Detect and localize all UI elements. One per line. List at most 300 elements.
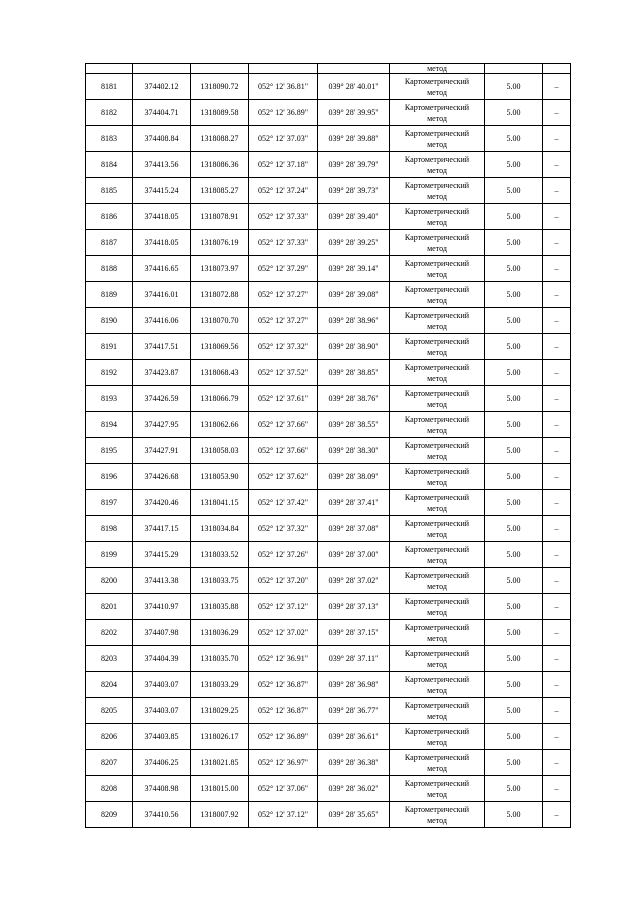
method-cell (390, 438, 485, 464)
table-row (86, 568, 571, 594)
cell-empty (133, 64, 191, 74)
accuracy-cell: 5.00 (485, 412, 543, 438)
method-line-1: Картометрический (404, 76, 470, 86)
table-row (86, 100, 571, 126)
x-coordinate-cell: 374406.25 (133, 750, 191, 776)
table-row (86, 724, 571, 750)
y-coordinate-cell: 1318088.27 (191, 126, 249, 152)
note-cell: – (543, 256, 571, 282)
method-line-2: метод (427, 321, 447, 331)
accuracy-cell: 5.00 (485, 438, 543, 464)
accuracy-cell: 5.00 (485, 256, 543, 282)
y-coordinate-cell: 1318035.70 (191, 646, 249, 672)
method-line-1: Картометрический (404, 310, 470, 320)
latitude-cell: 052° 12' 37.66" (249, 412, 318, 438)
accuracy-cell: 5.00 (485, 334, 543, 360)
longitude-cell: 039° 28' 36.98" (318, 672, 390, 698)
note-cell: – (543, 568, 571, 594)
accuracy-cell: 5.00 (485, 126, 543, 152)
note-cell: – (543, 776, 571, 802)
accuracy-cell: 5.00 (485, 230, 543, 256)
table-row (86, 438, 571, 464)
latitude-cell: 052° 12' 36.81" (249, 74, 318, 100)
point-number-cell: 8184 (86, 152, 133, 178)
method-cell (390, 360, 485, 386)
point-number-cell: 8207 (86, 750, 133, 776)
table-continuation-row (86, 64, 571, 74)
method-cell (390, 568, 485, 594)
longitude-cell: 039° 28' 39.40" (318, 204, 390, 230)
y-coordinate-cell: 1318034.84 (191, 516, 249, 542)
method-line-1: Картометрический (404, 128, 470, 138)
latitude-cell: 052° 12' 37.27" (249, 308, 318, 334)
method-cell (390, 542, 485, 568)
accuracy-cell: 5.00 (485, 802, 543, 828)
longitude-cell: 039° 28' 39.14" (318, 256, 390, 282)
method-cell (390, 698, 485, 724)
point-number-cell: 8192 (86, 360, 133, 386)
y-coordinate-cell: 1318062.66 (191, 412, 249, 438)
method-line-1: Картометрический (404, 674, 470, 684)
y-coordinate-cell: 1318069.56 (191, 334, 249, 360)
latitude-cell: 052° 12' 36.87" (249, 672, 318, 698)
method-line-1: Картометрический (404, 232, 470, 242)
method-cell (390, 230, 485, 256)
point-number-cell: 8209 (86, 802, 133, 828)
y-coordinate-cell: 1318029.25 (191, 698, 249, 724)
point-number-cell: 8198 (86, 516, 133, 542)
point-number-cell: 8189 (86, 282, 133, 308)
x-coordinate-cell: 374408.98 (133, 776, 191, 802)
point-number-cell: 8203 (86, 646, 133, 672)
note-cell: – (543, 594, 571, 620)
point-number-cell: 8202 (86, 620, 133, 646)
table-row (86, 802, 571, 828)
method-line-2: метод (427, 399, 447, 409)
latitude-cell: 052° 12' 37.02" (249, 620, 318, 646)
method-cell (390, 620, 485, 646)
method-cell (390, 308, 485, 334)
method-line-1: Картометрический (404, 778, 470, 788)
accuracy-cell: 5.00 (485, 360, 543, 386)
longitude-cell: 039° 28' 35.65" (318, 802, 390, 828)
method-cell (390, 282, 485, 308)
method-line-2: метод (427, 139, 447, 149)
cell-empty (485, 64, 543, 74)
longitude-cell: 039° 28' 37.15" (318, 620, 390, 646)
note-cell: – (543, 464, 571, 490)
method-line-2: метод (427, 165, 447, 175)
accuracy-cell: 5.00 (485, 74, 543, 100)
y-coordinate-cell: 1318078.91 (191, 204, 249, 230)
latitude-cell: 052° 12' 37.61" (249, 386, 318, 412)
point-number-cell: 8181 (86, 74, 133, 100)
y-coordinate-cell: 1318053.90 (191, 464, 249, 490)
table-row (86, 620, 571, 646)
longitude-cell: 039° 28' 38.09" (318, 464, 390, 490)
method-line-2: метод (427, 633, 447, 643)
method-line-2: метод (427, 295, 447, 305)
longitude-cell: 039° 28' 37.00" (318, 542, 390, 568)
y-coordinate-cell: 1318072.88 (191, 282, 249, 308)
method-cell (390, 204, 485, 230)
x-coordinate-cell: 374408.84 (133, 126, 191, 152)
y-coordinate-cell: 1318007.92 (191, 802, 249, 828)
method-line-2: метод (427, 555, 447, 565)
table-row (86, 256, 571, 282)
method-line-1: Картометрический (404, 362, 470, 372)
latitude-cell: 052° 12' 37.20" (249, 568, 318, 594)
point-number-cell: 8187 (86, 230, 133, 256)
longitude-cell: 039° 28' 36.38" (318, 750, 390, 776)
y-coordinate-cell: 1318026.17 (191, 724, 249, 750)
method-line-1: Картометрический (404, 700, 470, 710)
longitude-cell: 039° 28' 38.96" (318, 308, 390, 334)
method-cell (390, 334, 485, 360)
method-line-2: метод (427, 529, 447, 539)
accuracy-cell: 5.00 (485, 516, 543, 542)
method-line-2: метод (427, 607, 447, 617)
method-line-2: метод (427, 503, 447, 513)
longitude-cell: 039° 28' 37.08" (318, 516, 390, 542)
method-cell (390, 750, 485, 776)
point-number-cell: 8193 (86, 386, 133, 412)
x-coordinate-cell: 374426.68 (133, 464, 191, 490)
method-tail-text: метод (427, 63, 447, 73)
latitude-cell: 052° 12' 37.33" (249, 204, 318, 230)
cell-empty (86, 64, 133, 74)
y-coordinate-cell: 1318033.52 (191, 542, 249, 568)
method-line-1: Картометрический (404, 258, 470, 268)
x-coordinate-cell: 374416.06 (133, 308, 191, 334)
x-coordinate-cell: 374413.56 (133, 152, 191, 178)
latitude-cell: 052° 12' 37.32" (249, 516, 318, 542)
table-row (86, 74, 571, 100)
method-cell (390, 152, 485, 178)
point-number-cell: 8195 (86, 438, 133, 464)
point-number-cell: 8188 (86, 256, 133, 282)
x-coordinate-cell: 374403.07 (133, 698, 191, 724)
table-row (86, 542, 571, 568)
latitude-cell: 052° 12' 37.52" (249, 360, 318, 386)
latitude-cell: 052° 12' 37.03" (249, 126, 318, 152)
x-coordinate-cell: 374420.46 (133, 490, 191, 516)
note-cell: – (543, 386, 571, 412)
method-line-1: Картометрический (404, 804, 470, 814)
method-line-2: метод (427, 659, 447, 669)
cell-empty (543, 64, 571, 74)
table-row (86, 516, 571, 542)
point-number-cell: 8206 (86, 724, 133, 750)
method-line-2: метод (427, 451, 447, 461)
latitude-cell: 052° 12' 37.42" (249, 490, 318, 516)
method-line-2: метод (427, 763, 447, 773)
note-cell: – (543, 542, 571, 568)
table-row (86, 750, 571, 776)
note-cell: – (543, 126, 571, 152)
note-cell: – (543, 698, 571, 724)
latitude-cell: 052° 12' 37.29" (249, 256, 318, 282)
x-coordinate-cell: 374413.38 (133, 568, 191, 594)
table-row (86, 672, 571, 698)
y-coordinate-cell: 1318015.00 (191, 776, 249, 802)
longitude-cell: 039° 28' 39.25" (318, 230, 390, 256)
method-cell (390, 490, 485, 516)
method-cell (390, 776, 485, 802)
note-cell: – (543, 412, 571, 438)
method-cell (390, 646, 485, 672)
table-row (86, 360, 571, 386)
method-line-1: Картометрический (404, 648, 470, 658)
accuracy-cell: 5.00 (485, 646, 543, 672)
accuracy-cell: 5.00 (485, 594, 543, 620)
method-line-2: метод (427, 113, 447, 123)
point-number-cell: 8182 (86, 100, 133, 126)
longitude-cell: 039° 28' 38.90" (318, 334, 390, 360)
y-coordinate-cell: 1318021.85 (191, 750, 249, 776)
accuracy-cell: 5.00 (485, 490, 543, 516)
method-line-1: Картометрический (404, 388, 470, 398)
accuracy-cell: 5.00 (485, 100, 543, 126)
note-cell: – (543, 620, 571, 646)
note-cell: – (543, 282, 571, 308)
longitude-cell: 039° 28' 38.85" (318, 360, 390, 386)
x-coordinate-cell: 374417.51 (133, 334, 191, 360)
note-cell: – (543, 360, 571, 386)
method-line-1: Картометрический (404, 336, 470, 346)
accuracy-cell: 5.00 (485, 672, 543, 698)
accuracy-cell: 5.00 (485, 724, 543, 750)
method-cell (390, 386, 485, 412)
latitude-cell: 052° 12' 37.06" (249, 776, 318, 802)
table-row (86, 178, 571, 204)
point-number-cell: 8197 (86, 490, 133, 516)
y-coordinate-cell: 1318068.43 (191, 360, 249, 386)
method-cell (390, 256, 485, 282)
x-coordinate-cell: 374418.05 (133, 204, 191, 230)
longitude-cell: 039° 28' 36.02" (318, 776, 390, 802)
x-coordinate-cell: 374410.97 (133, 594, 191, 620)
cell-empty (191, 64, 249, 74)
point-number-cell: 8190 (86, 308, 133, 334)
table-row (86, 594, 571, 620)
latitude-cell: 052° 12' 37.66" (249, 438, 318, 464)
table-row (86, 646, 571, 672)
x-coordinate-cell: 374427.95 (133, 412, 191, 438)
latitude-cell: 052° 12' 36.89" (249, 100, 318, 126)
note-cell: – (543, 516, 571, 542)
table-row (86, 412, 571, 438)
point-number-cell: 8208 (86, 776, 133, 802)
x-coordinate-cell: 374403.85 (133, 724, 191, 750)
method-line-1: Картометрический (404, 102, 470, 112)
method-line-1: Картометрический (404, 518, 470, 528)
longitude-cell: 039° 28' 37.02" (318, 568, 390, 594)
method-line-1: Картометрический (404, 726, 470, 736)
point-number-cell: 8194 (86, 412, 133, 438)
point-number-cell: 8200 (86, 568, 133, 594)
x-coordinate-cell: 374418.05 (133, 230, 191, 256)
note-cell: – (543, 750, 571, 776)
y-coordinate-cell: 1318033.75 (191, 568, 249, 594)
method-line-2: метод (427, 269, 447, 279)
cell-empty (318, 64, 390, 74)
x-coordinate-cell: 374404.39 (133, 646, 191, 672)
y-coordinate-cell: 1318073.97 (191, 256, 249, 282)
point-number-cell: 8201 (86, 594, 133, 620)
method-line-1: Картометрический (404, 440, 470, 450)
longitude-cell: 039° 28' 38.76" (318, 386, 390, 412)
table-row (86, 230, 571, 256)
method-cell (390, 126, 485, 152)
method-line-2: метод (427, 87, 447, 97)
method-line-2: метод (427, 711, 447, 721)
note-cell: – (543, 100, 571, 126)
accuracy-cell: 5.00 (485, 620, 543, 646)
accuracy-cell: 5.00 (485, 698, 543, 724)
latitude-cell: 052° 12' 37.27" (249, 282, 318, 308)
latitude-cell: 052° 12' 36.97" (249, 750, 318, 776)
table-row (86, 386, 571, 412)
method-cell (390, 100, 485, 126)
method-line-2: метод (427, 425, 447, 435)
method-line-2: метод (427, 373, 447, 383)
note-cell: – (543, 490, 571, 516)
table-row (86, 490, 571, 516)
point-number-cell: 8186 (86, 204, 133, 230)
table-row (86, 126, 571, 152)
x-coordinate-cell: 374403.07 (133, 672, 191, 698)
y-coordinate-cell: 1318066.79 (191, 386, 249, 412)
method-line-2: метод (427, 191, 447, 201)
latitude-cell: 052° 12' 37.24" (249, 178, 318, 204)
note-cell: – (543, 438, 571, 464)
coordinates-table (85, 63, 571, 828)
note-cell: – (543, 74, 571, 100)
y-coordinate-cell: 1318085.27 (191, 178, 249, 204)
table-row (86, 308, 571, 334)
x-coordinate-cell: 374415.29 (133, 542, 191, 568)
longitude-cell: 039° 28' 38.55" (318, 412, 390, 438)
accuracy-cell: 5.00 (485, 308, 543, 334)
longitude-cell: 039° 28' 37.41" (318, 490, 390, 516)
point-number-cell: 8191 (86, 334, 133, 360)
method-cell (390, 464, 485, 490)
x-coordinate-cell: 374417.15 (133, 516, 191, 542)
latitude-cell: 052° 12' 37.12" (249, 594, 318, 620)
longitude-cell: 039° 28' 40.01" (318, 74, 390, 100)
point-number-cell: 8205 (86, 698, 133, 724)
point-number-cell: 8204 (86, 672, 133, 698)
y-coordinate-cell: 1318070.70 (191, 308, 249, 334)
method-line-1: Картометрический (404, 414, 470, 424)
note-cell: – (543, 178, 571, 204)
x-coordinate-cell: 374416.01 (133, 282, 191, 308)
note-cell: – (543, 646, 571, 672)
accuracy-cell: 5.00 (485, 776, 543, 802)
y-coordinate-cell: 1318090.72 (191, 74, 249, 100)
table-row (86, 282, 571, 308)
accuracy-cell: 5.00 (485, 542, 543, 568)
latitude-cell: 052° 12' 37.18" (249, 152, 318, 178)
method-line-1: Картометрический (404, 570, 470, 580)
method-cell (390, 74, 485, 100)
accuracy-cell: 5.00 (485, 750, 543, 776)
table-body (86, 64, 571, 828)
method-line-2: метод (427, 815, 447, 825)
method-line-1: Картометрический (404, 544, 470, 554)
cell-empty (249, 64, 318, 74)
table-row (86, 334, 571, 360)
x-coordinate-cell: 374426.59 (133, 386, 191, 412)
x-coordinate-cell: 374423.87 (133, 360, 191, 386)
latitude-cell: 052° 12' 37.26" (249, 542, 318, 568)
note-cell: – (543, 230, 571, 256)
table-row (86, 464, 571, 490)
table-row (86, 698, 571, 724)
method-line-1: Картометрический (404, 154, 470, 164)
method-cell (390, 594, 485, 620)
y-coordinate-cell: 1318076.19 (191, 230, 249, 256)
latitude-cell: 052° 12' 37.33" (249, 230, 318, 256)
method-line-2: метод (427, 789, 447, 799)
x-coordinate-cell: 374416.65 (133, 256, 191, 282)
method-line-2: метод (427, 477, 447, 487)
method-line-2: метод (427, 347, 447, 357)
latitude-cell: 052° 12' 37.32" (249, 334, 318, 360)
longitude-cell: 039° 28' 37.11" (318, 646, 390, 672)
note-cell: – (543, 802, 571, 828)
method-line-2: метод (427, 737, 447, 747)
note-cell: – (543, 152, 571, 178)
accuracy-cell: 5.00 (485, 568, 543, 594)
method-line-1: Картометрический (404, 284, 470, 294)
method-cell (390, 412, 485, 438)
note-cell: – (543, 724, 571, 750)
y-coordinate-cell: 1318036.29 (191, 620, 249, 646)
y-coordinate-cell: 1318033.29 (191, 672, 249, 698)
method-cell (390, 178, 485, 204)
x-coordinate-cell: 374402.12 (133, 74, 191, 100)
method-line-1: Картометрический (404, 596, 470, 606)
latitude-cell: 052° 12' 36.89" (249, 724, 318, 750)
x-coordinate-cell: 374407.98 (133, 620, 191, 646)
longitude-cell: 039° 28' 39.95" (318, 100, 390, 126)
y-coordinate-cell: 1318089.58 (191, 100, 249, 126)
note-cell: – (543, 672, 571, 698)
latitude-cell: 052° 12' 37.62" (249, 464, 318, 490)
y-coordinate-cell: 1318041.15 (191, 490, 249, 516)
point-number-cell: 8196 (86, 464, 133, 490)
note-cell: – (543, 204, 571, 230)
table-row (86, 152, 571, 178)
accuracy-cell: 5.00 (485, 178, 543, 204)
latitude-cell: 052° 12' 36.87" (249, 698, 318, 724)
accuracy-cell: 5.00 (485, 386, 543, 412)
method-line-1: Картометрический (404, 622, 470, 632)
longitude-cell: 039° 28' 37.13" (318, 594, 390, 620)
method-line-1: Картометрический (404, 752, 470, 762)
accuracy-cell: 5.00 (485, 464, 543, 490)
x-coordinate-cell: 374404.71 (133, 100, 191, 126)
method-cell (390, 724, 485, 750)
y-coordinate-cell: 1318086.36 (191, 152, 249, 178)
accuracy-cell: 5.00 (485, 152, 543, 178)
x-coordinate-cell: 374415.24 (133, 178, 191, 204)
method-line-1: Картометрический (404, 206, 470, 216)
longitude-cell: 039° 28' 39.79" (318, 152, 390, 178)
method-cell (390, 802, 485, 828)
